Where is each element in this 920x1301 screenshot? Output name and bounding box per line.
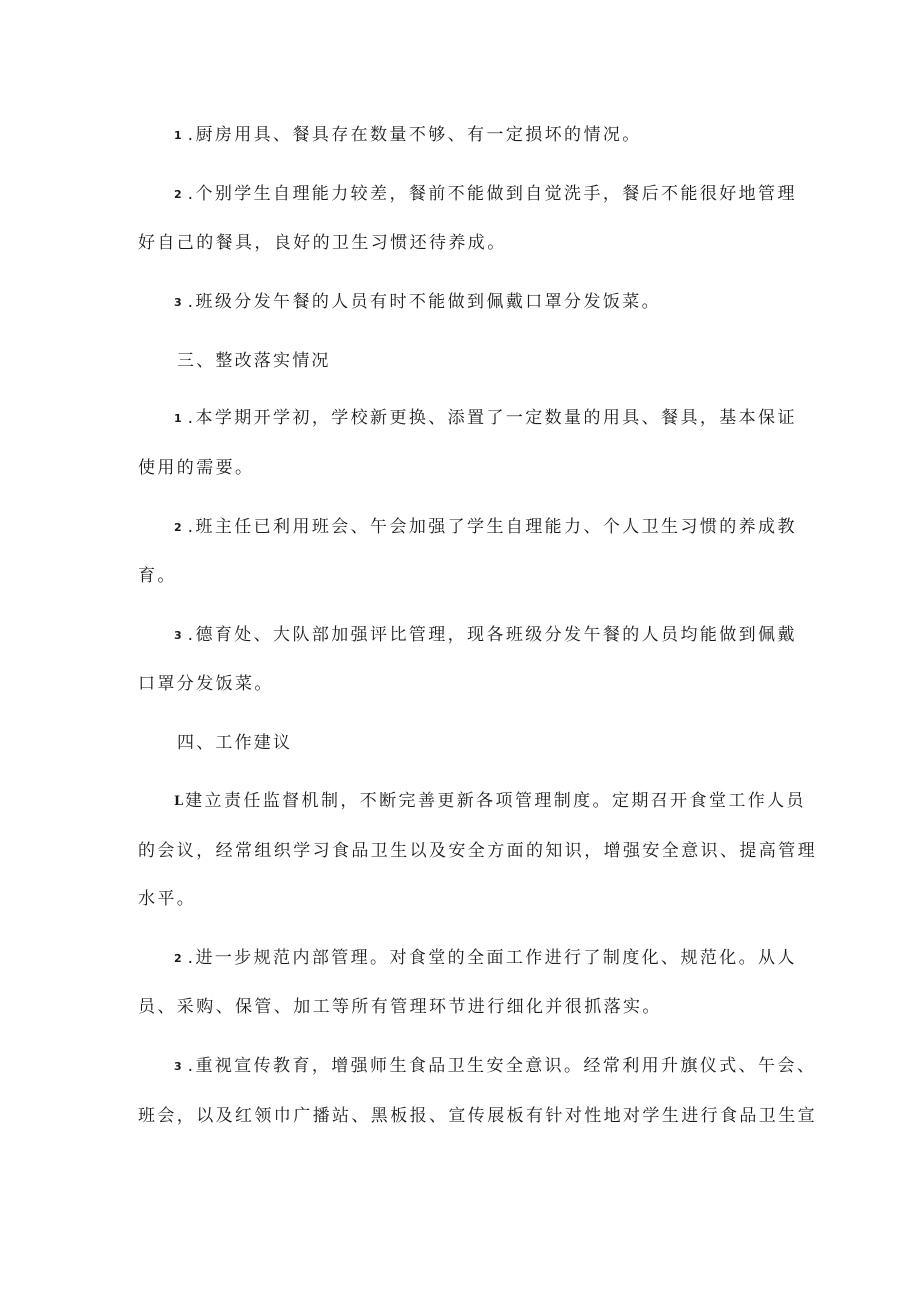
paragraph-9-line-2: 班会，以及红领巾广播站、黑板报、宣传展板有针对性地对学生进行食品卫生宣 — [138, 1106, 817, 1126]
section-heading-3: 三、整改落实情况 — [177, 351, 331, 371]
list-number: 1 — [174, 129, 182, 142]
list-number: 3 — [174, 296, 182, 309]
paragraph-4-line-1 — [174, 407, 824, 430]
paragraph-text: .个别学生自理能力较差，餐前不能做到自觉洗手，餐后不能很好地管理 — [187, 184, 797, 204]
paragraph-text: .班级分发午餐的人员有时不能做到佩戴口罩分发饭菜。 — [187, 292, 662, 312]
paragraph-text: .本学期开学初，学校新更换、添置了一定数量的用具、餐具，基本保证 — [187, 408, 797, 428]
paragraph-text: .厨房用具、餐具存在数量不够、有一定损坏的情况。 — [187, 125, 642, 145]
paragraph-3-line-1 — [174, 291, 824, 314]
list-number: 2 — [174, 188, 182, 201]
list-number: 3 — [174, 1060, 182, 1073]
section-heading-4: 四、工作建议 — [177, 733, 293, 753]
paragraph-4-line-2: 使用的需要。 — [138, 458, 255, 478]
paragraph-2-line-1 — [174, 183, 824, 206]
paragraph-7-line-1 — [174, 790, 824, 813]
paragraph-9-line-1 — [174, 1055, 824, 1078]
paragraph-text: .重视宣传教育，增强师生食品卫生安全意识。经常利用升旗仪式、午会、 — [187, 1056, 817, 1076]
paragraph-8-line-2: 员、采购、保管、加工等所有管理环节进行细化并很抓落实。 — [138, 997, 662, 1017]
paragraph-7-line-3: 水平。 — [138, 889, 197, 909]
list-number: 2 — [174, 952, 182, 965]
paragraph-1-line-1 — [174, 124, 824, 147]
paragraph-2-line-2: 好自己的餐具，良好的卫生习惯还待养成。 — [138, 233, 507, 253]
paragraph-5-line-1 — [174, 516, 824, 539]
list-number: 1 — [174, 412, 182, 425]
paragraph-text: .班主任已利用班会、午会加强了学生自理能力、个人卫生习惯的养成教 — [187, 517, 797, 537]
paragraph-text: 建立责任监督机制，不断完善更新各项管理制度。定期召开食堂工作人员 — [185, 791, 806, 811]
paragraph-text: .德育处、大队部加强评比管理，现各班级分发午餐的人员均能做到佩戴 — [187, 625, 797, 645]
list-number: 2 — [174, 521, 182, 534]
paragraph-6-line-2: 口罩分发饭菜。 — [138, 674, 274, 694]
paragraph-5-line-2: 育。 — [138, 566, 177, 586]
list-number: 3 — [174, 629, 182, 642]
paragraph-text: .进一步规范内部管理。对食堂的全面工作进行了制度化、规范化。从人 — [187, 948, 797, 968]
paragraph-6-line-1 — [174, 624, 824, 647]
paragraph-8-line-1 — [174, 947, 824, 970]
list-number: L — [174, 794, 184, 809]
paragraph-7-line-2: 的会议，经常组织学习食品卫生以及安全方面的知识，增强安全意识、提高管理 — [138, 841, 817, 861]
